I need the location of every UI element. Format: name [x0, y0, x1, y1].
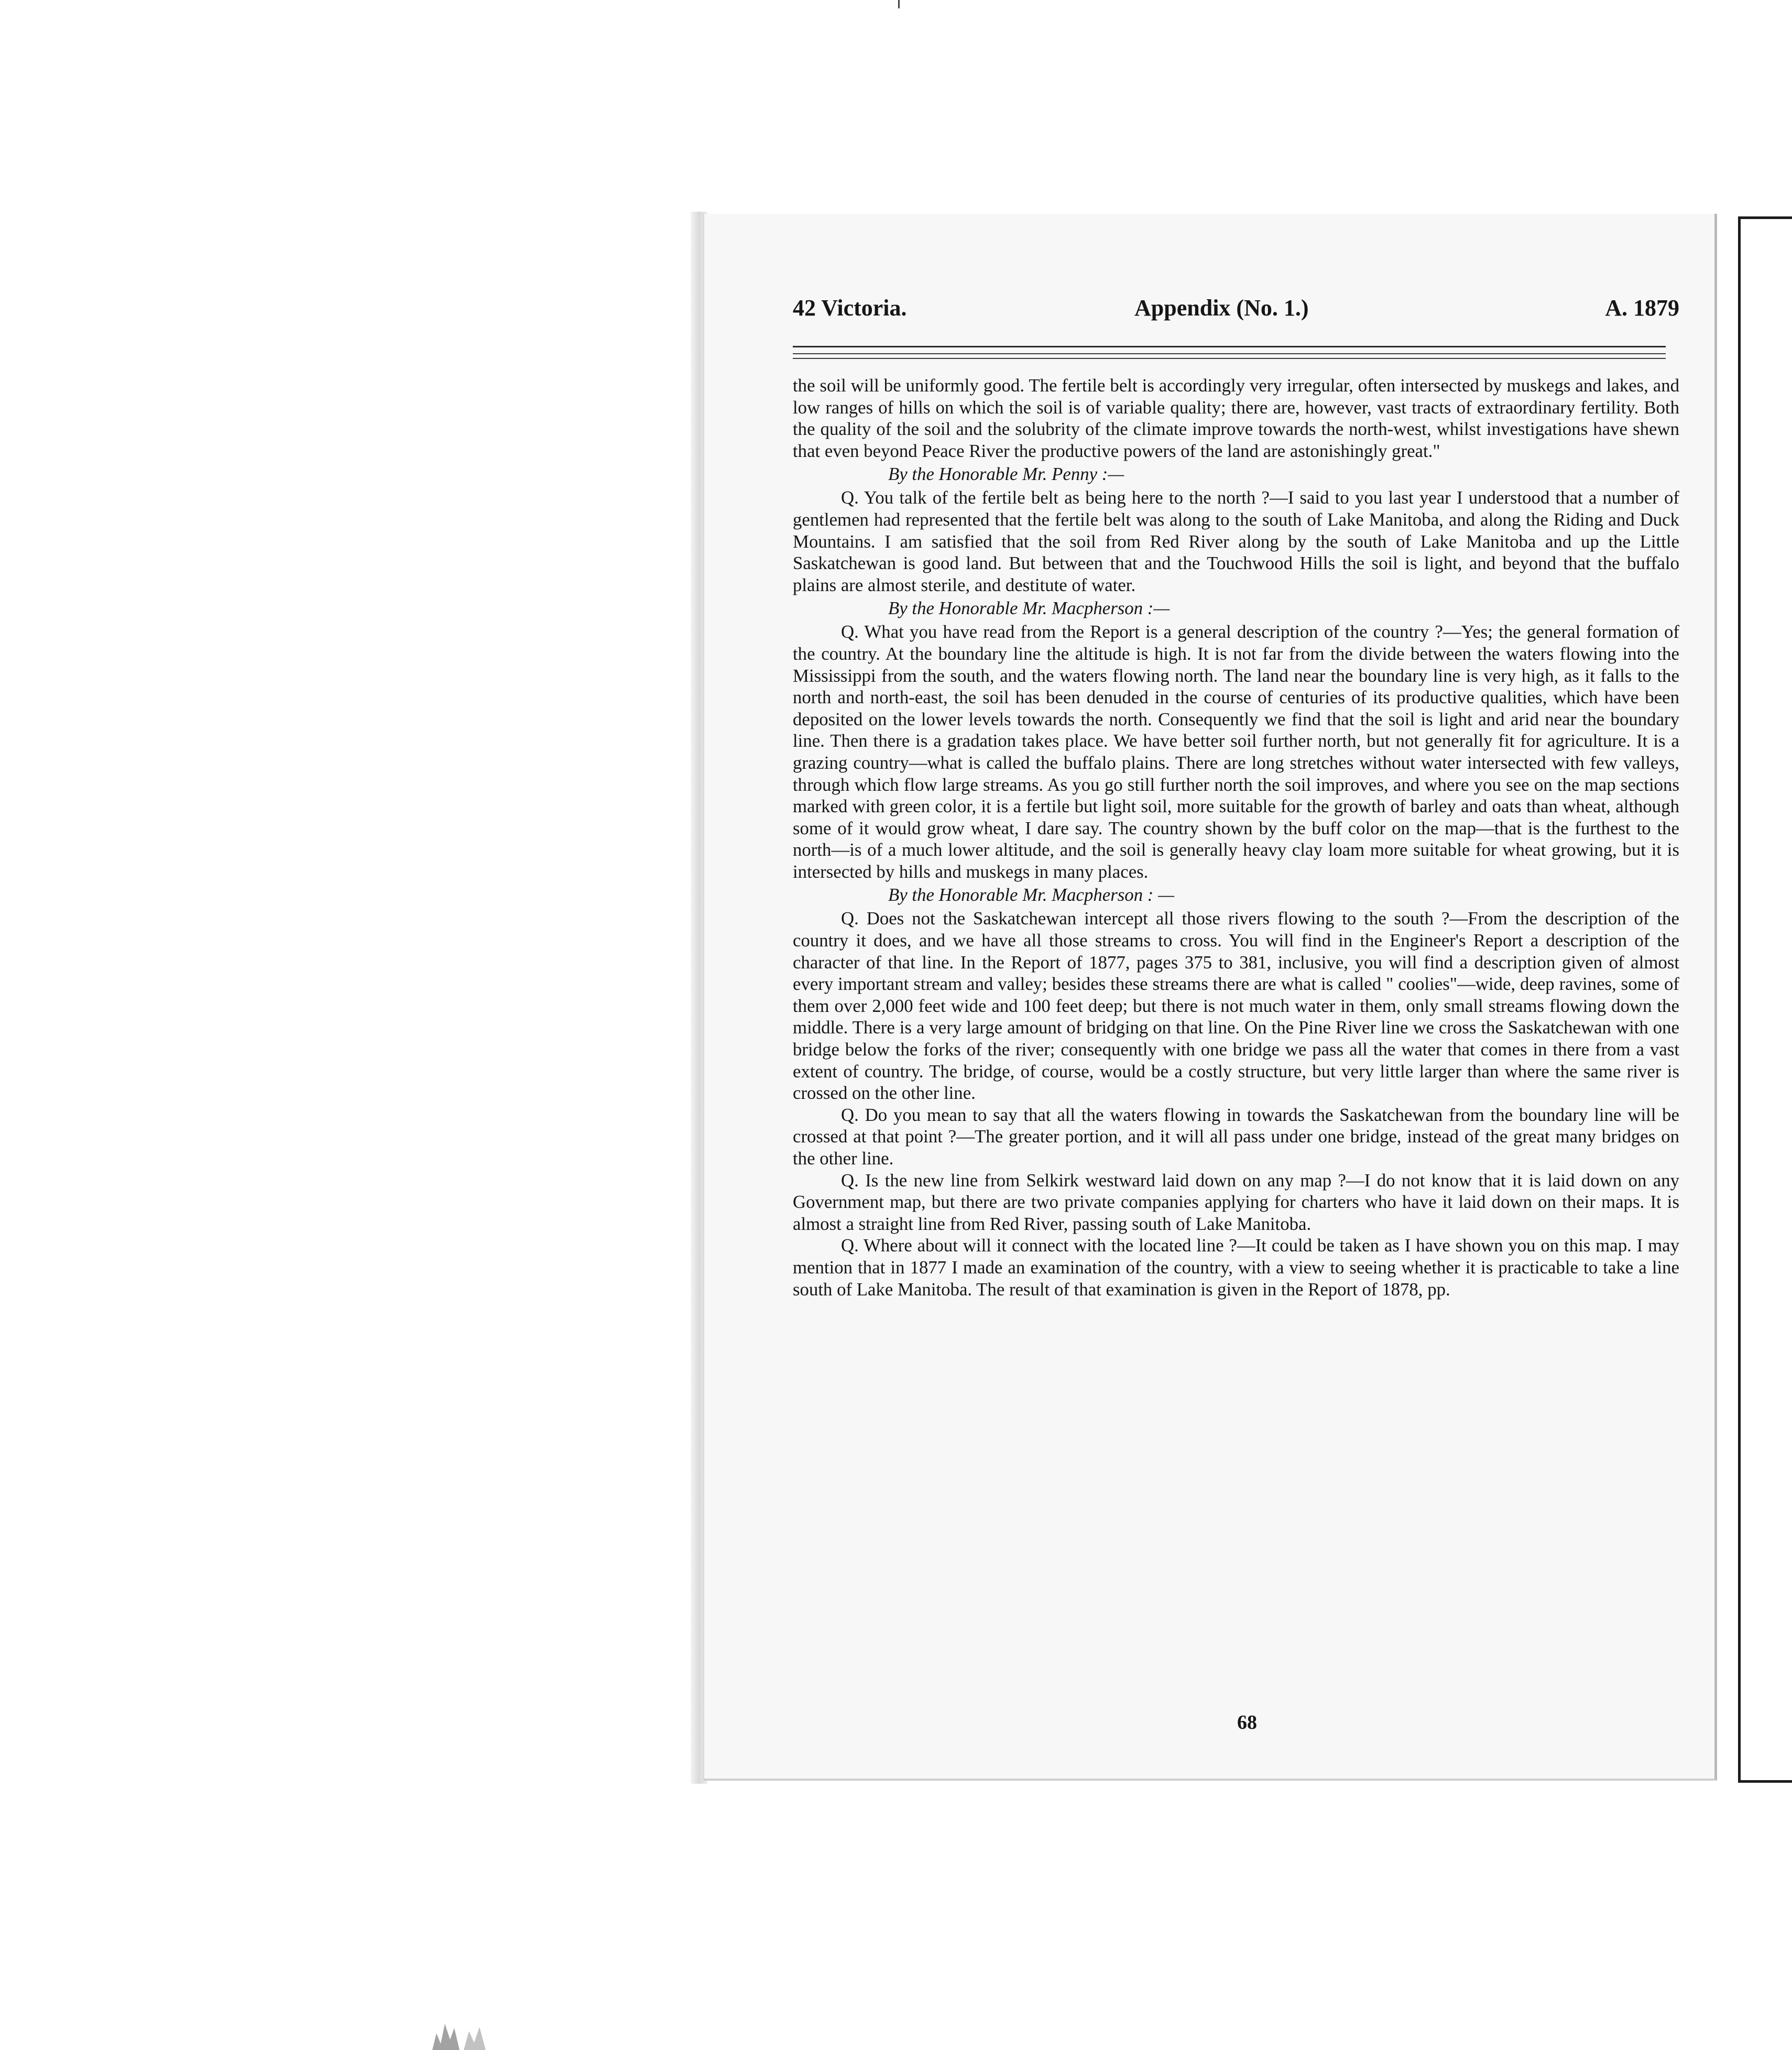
question-paragraph: Q. What you have read from the Report is a general description of the country ?—Yes; the general formation of the country. At the boundary line the altitude is high. It is not far from the divide between the waters flowing into the Mississippi from the south, and the waters flowing north. The land near the boundary line is very high, as it falls to the north and north-east, the soil has been denuded in the course of centuries of its productive qualities, which have been deposited on the lower levels towards the north. Consequently we find that the soil is light and arid near the boundary line. Then there is a gradation takes place. We have better soil further north, but not generally fit for agriculture. It is a grazing country—what is called the buffalo plains. There are long stretches without water intersected with few valleys, through which flow large streams. As you go still further north the soil improves, and where you see on the map sections marked with green color, it is a fertile but light soil, more suitable for the growth of barley and oats than wheat, although some of it would grow wheat, I dare say. The country shown by the buff color on the map—that is the furthest to the north—is of a much lower altitude, and the soil is generally heavy clay loam more suitable for wheat growing, but it is intersected by hills and muskegs in many places. [793, 621, 1679, 882]
header-year: A. 1879 [1605, 295, 1679, 321]
speaker-heading: By the Honorable Mr. Macpherson : — [888, 885, 1175, 906]
facing-page-edge-bottom [1738, 1780, 1792, 1783]
header-double-rule-bottom [793, 358, 1666, 359]
header-rule [793, 346, 1666, 347]
speaker-heading: By the Honorable Mr. Penny :— [888, 464, 1124, 485]
question-paragraph: Q. You talk of the fertile belt as being here to the north ?—I said to you last year I understood that a number of gentlemen had represented that the fertile belt was along to the south of Lake Manitoba, and along the Riding and Duck Mountains. I am satisfied that the soil from Red River along by the south of Lake Manitoba and up the Little Saskatchewan is good land. But between that and the Touchwood Hills the soil is light, and beyond that the buffalo plains are almost sterile, and destitute of water. [793, 487, 1679, 595]
facing-page-edge-top [1738, 216, 1792, 219]
page-body [793, 375, 1679, 1300]
speaker-heading: By the Honorable Mr. Macpherson :— [888, 598, 1170, 619]
paragraph-continuation: the soil will be uniformly good. The fertile belt is accordingly very irregular, often intersected by muskegs and lakes, and low ranges of hills on which the soil is of variable quality; there are, however, vast tracts of extraordinary fertility. Both the quality of the soil and the solubrity of the climate improve towards the north-west, whilst investigations have shewn that even beyond Peace River the productive powers of the land are astonishingly great." [793, 375, 1679, 461]
header-double-rule-top [793, 353, 1666, 354]
page-number: 68 [1237, 1711, 1257, 1733]
running-header [793, 295, 1679, 331]
question-paragraph: Q. Do you mean to say that all the waters flowing in towards the Saskatchewan from the boundary line will be crossed at that point ?—The greater portion, and it will all pass under one bridge, instead of the great many bridges on the other line. [793, 1104, 1679, 1169]
scan-mark [898, 0, 900, 8]
scan-smudge [427, 2012, 511, 2050]
facing-page-edge [1738, 217, 1741, 1782]
question-paragraph: Q. Is the new line from Selkirk westward laid down on any map ?—I do not know that it is laid down on any Government map, but there are two private companies applying for charters who have it laid down on their maps. It is almost a straight line from Red River, passing south of Lake Manitoba. [793, 1170, 1679, 1234]
header-appendix: Appendix (No. 1.) [1134, 295, 1309, 321]
question-paragraph: Q. Does not the Saskatchewan intercept all those rivers flowing to the south ?—From the description of the country it does, and we have all those streams to cross. You will find in the Engineer's Report a description of the character of that line. In the Report of 1877, pages 375 to 381, inclusive, you will find a description given of almost every important stream and valley; besides these streams there are what is called " coolies"—wide, deep ravines, some of them over 2,000 feet wide and 100 feet deep; but there is not much water in them, only small streams flowing down the middle. There is a very large amount of bridging on that line. On the Pine River line we cross the Saskatchewan with one bridge below the forks of the river; consequently with one bridge we pass all the water that comes in there from a vast extent of country. The bridge, of course, would be a costly structure, but very little larger than where the same river is crossed on the other line. [793, 908, 1679, 1104]
question-paragraph: Q. Where about will it connect with the located line ?—It could be taken as I have shown you on this map. I may mention that in 1877 I made an examination of the country, with a view to seeing whether it is practicable to take a line south of Lake Manitoba. The result of that examination is given in the Report of 1878, pp. [793, 1235, 1679, 1300]
header-session: 42 Victoria. [793, 295, 907, 321]
